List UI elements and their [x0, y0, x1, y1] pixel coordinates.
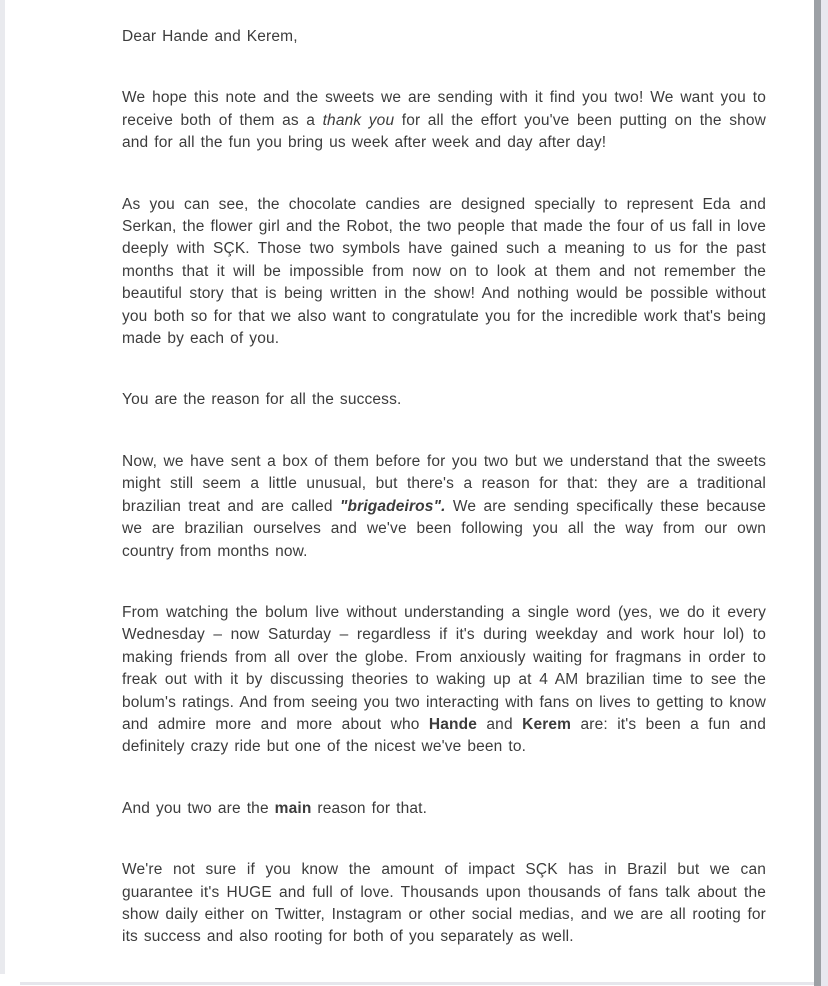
letter-paragraph-2: As you can see, the chocolate candies are designed specially to represent Eda and Serkan, the flower girl and the Robot, the two people that made the four of us fall in love deeply with SÇK. Those two symbols have gained such a meaning to us for the past months that it will be impossible from now on to look at them and not remember the beautiful story that is being written in the show! And nothing would be possible without you both so for that we also want to congratulate you for the incredible work that's being made by each of you. [122, 195, 766, 348]
letter-paragraph-1: We hope this note and the sweets we are sending with it find you two! We want you to receive both of them as a thank you for all the effort you've been putting on the show and for all the fun you bring us week after week and day after day! [122, 89, 766, 152]
letter-paragraph-7: We're not sure if you know the amount of impact SÇK has in Brazil but we can guarantee it's HUGE and full of love. Thousands upon thousands of fans talk about the show daily either on Twitter, Instagram or other social medias, and we are all rooting for its success and also rooting for both of you separately as well. [122, 861, 766, 946]
letter-paragraph-3: You are the reason for all the success. [122, 391, 402, 409]
page-right-edge-bar [814, 0, 821, 986]
page-right-edge-gutter [821, 0, 828, 986]
letter-paragraph-4: Now, we have sent a box of them before for you two but we understand that the sweets might still seem a little unusual, but there's a reason for that: they are a traditional brazilian treat and are called "brigadeiros". We are sending specifically these because we are brazilian ourselves and we've been following you all the way from our own country from months now. [122, 452, 766, 560]
letter-body [122, 26, 766, 986]
letter-paragraph-5: From watching the bolum live without understanding a single word (yes, we do it every Wednesday – now Saturday – regardless if it's during weekday and work hour lol) to making friends from all over the globe. From anxiously waiting for fragmans in order to freak out with it by discussing theories to waking up at 4 AM brazilian time to see the bolum's ratings. And from seeing you two interacting with fans on lives to getting to know and admire more and more about who Hande and Kerem are: it's been a fun and definitely crazy ride but one of the nicest we've been to. [122, 603, 766, 756]
letter-paragraph-6: And you two are the main reason for that. [122, 799, 428, 817]
page-left-edge [0, 0, 5, 974]
letter-greeting: Dear Hande and Kerem, [122, 28, 298, 45]
